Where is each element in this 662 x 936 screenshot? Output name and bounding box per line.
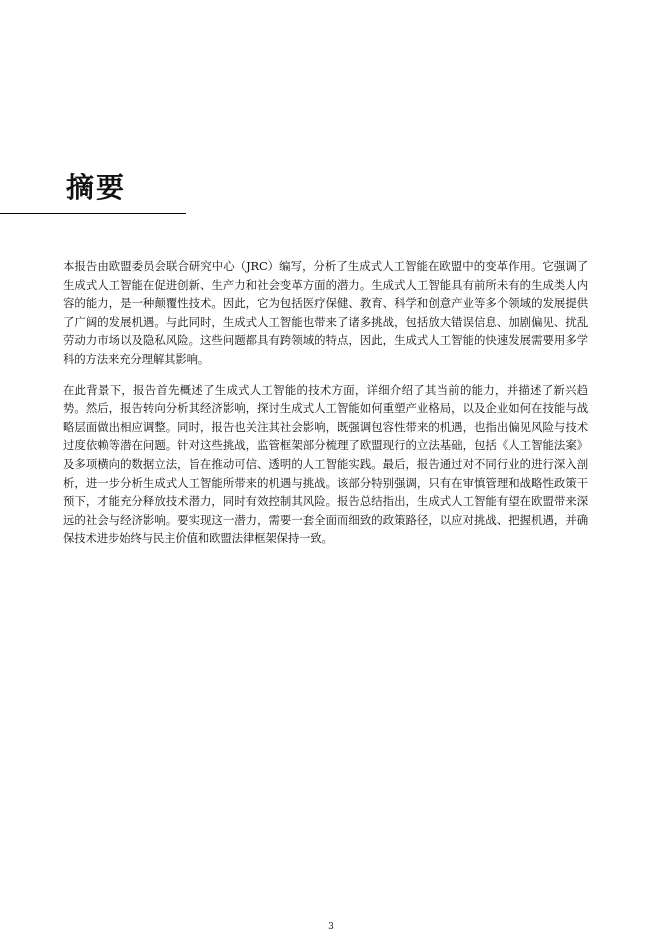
title-divider bbox=[0, 213, 186, 214]
paragraph-report-overview: 在此背景下，报告首先概述了生成式人工智能的技术方面，详细介绍了其当前的能力，并描述了新兴趋势。然后，报告转向分析其经济影响，探讨生成式人工智能如何重塑产业格局，以及企业如何在技能与战略层面做出相应调整。同时，报告也关注其社会影响，既强调包容性带来的机遇，也指出偏见风险与技术过度依赖等潜在问题。针对这些挑战，监管框架部分梳理了欧盟现行的立法基础，包括《人工智能法案》及多项横向的数据立法，旨在推动可信、透明的人工智能实践。最后，报告通过对不同行业的进行深入剖析，进一步分析生成式人工智能所带来的机遇与挑战。该部分特别强调，只有在审慎管理和战略性政策干预下，才能充分释放技术潜力，同时有效控制其风险。报告总结指出，生成式人工智能有望在欧盟带来深远的社会与经济影响。要实现这一潜力，需要一套全面而细致的政策路径，以应对挑战、把握机遇，并确保技术进步始终与民主价值和欧盟法律框架保持一致。 bbox=[63, 382, 588, 546]
paragraph-introduction: 本报告由欧盟委员会联合研究中心（JRC）编写，分析了生成式人工智能在欧盟中的变革作用。它强调了生成式人工智能在促进创新、生产力和社会变革方面的潜力。生成式人工智能具有前所未有的生成类人内容的能力，是一种颠覆性技术。因此，它为包括医疗保健、教育、科学和创意产业等多个领域的发展提供了广阔的发展机遇。与此同时，生成式人工智能也带来了诸多挑战，包括放大错误信息、加剧偏见、扰乱劳动力市场以及隐私风险。这些问题都具有跨领域的特点，因此，生成式人工智能的快速发展需要用多学科的方法来充分理解其影响。 bbox=[63, 259, 588, 366]
body-text bbox=[63, 257, 588, 548]
page-title: 摘要 bbox=[66, 171, 127, 204]
page-number: 3 bbox=[328, 922, 334, 932]
